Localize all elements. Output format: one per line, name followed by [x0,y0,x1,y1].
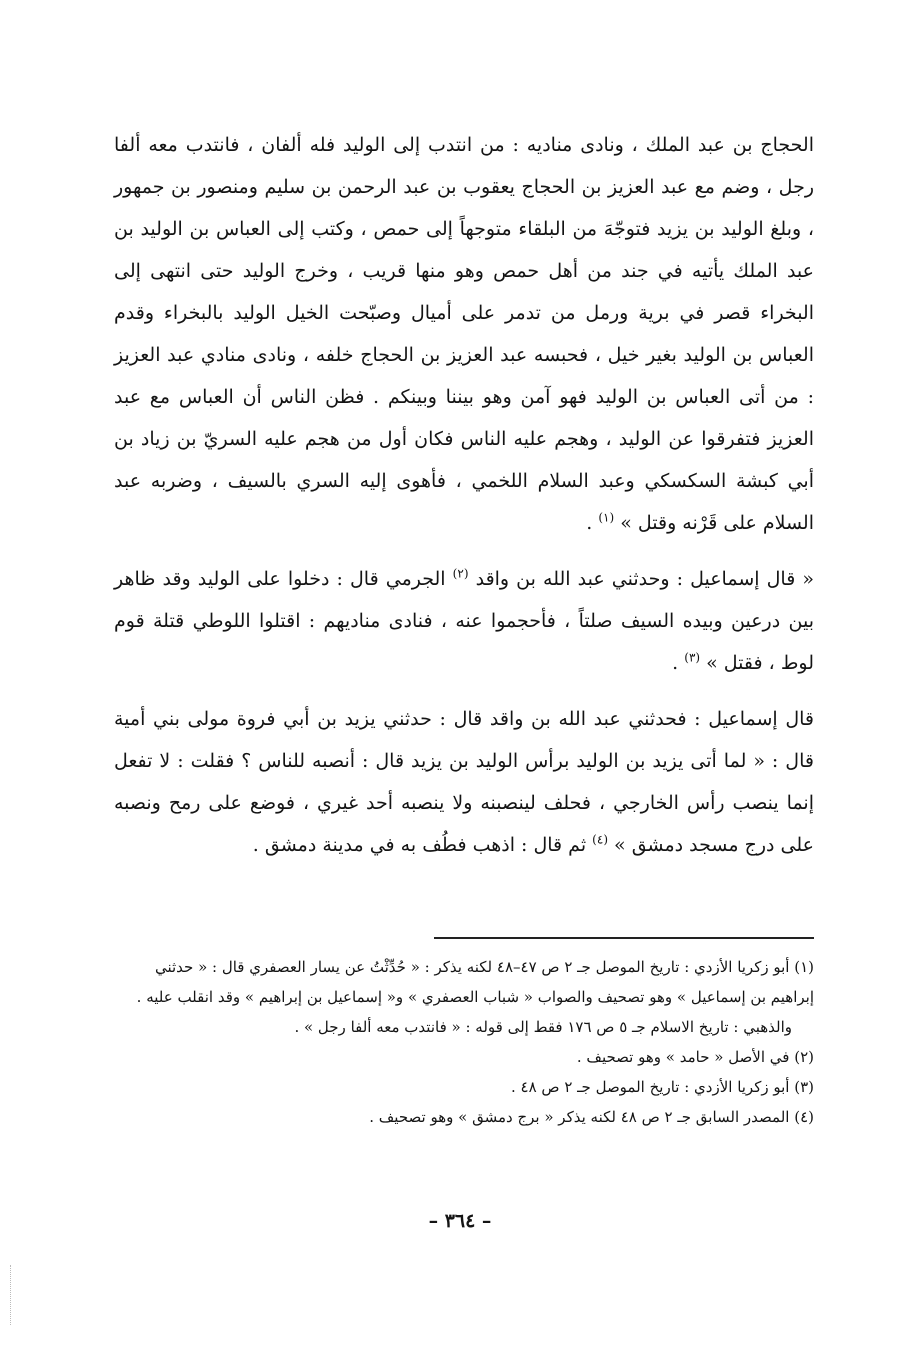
paragraph-text: الحجاج بن عبد الملك ، ونادى مناديه : من انتدب إلى الوليد فله ألفان ، فانتدب معه ألفا رجل ، وضم مع عبد العزيز بن الحجاج يعقوب بن عبد الرحمن بن سليم ومنصور بن جمهور ، وبلغ الوليد بن يزيد فتوجّهَ من البلقاء متوجهاً إلى حمص ، وكتب إلى العباس بن الوليد بن عبد الملك يأتيه في جند من أهل حمص وهو منها قريب ، وخرج الوليد حتى انتهى إلى البخراء قصر في برية ورمل من تدمر على أميال وصبّحت الخيل الوليد بالبخراء وقدم العباس بن الوليد بغير خيل ، فحبسه عبد العزيز بن الحجاج خلفه ، ونادى منادي عبد العزيز : من أتى العباس بن الوليد فهو آمن وهو بيننا وبينكم . فظن الناس أن العباس مع عبد العزيز فتفرقوا عن الوليد ، وهجم عليه الناس فكان أول من هجم عليه السريّ بن زياد بن أبي كبشة السكسكي وعبد السلام اللخمي ، فأهوى إليه السري بالسيف ، وضربه عبد السلام على قَرْنه وقتل » [114,134,815,534]
footnote: (١) أبو زكريا الأزدي : تاريخ الموصل جـ ٢ ص ٤٧–٤٨ لكنه يذكر : « حُدِّثْتُ عن يسار العصفري قال : « حدثني إبراهيم بن إسماعيل » وهو تصحيف والصواب « شباب العصفري » و« إسماعيل بن إبراهيم » وقد انقلب عليه . [136,958,814,1006]
footnote: (٤) المصدر السابق جـ ٢ ص ٤٨ لكنه يذكر « برج دمشق » وهو تصحيف . [369,1108,814,1126]
paragraph-end: . [672,652,679,674]
footnote: (٢) في الأصل « حامد » وهو تصحيف . [576,1048,814,1066]
paragraph-text: قال إسماعيل : فحدثني عبد الله بن واقد قال : حدثني يزيد بن أبي فروة مولى بني أمية قال : « لما أتى يزيد بن الوليد برأس الوليد بن يزيد قال : أنصبه للناس ؟ فقلت : لا تفعل إنما ينصب رأس الخارجي ، فحلف لينصبنه ولا ينصبه أحد غيري ، فوضع على رمح ونصبه على درج مسجد دمشق » [114,708,814,856]
page-number: – ٣٦٤ – [428,1210,492,1232]
paragraph-text: ثم قال : اذهب فطُف به في مدينة دمشق . [252,834,587,856]
footnote-ref: (٤) [592,832,608,847]
footnote-ref: (١) [598,510,615,525]
paragraph-end: . [586,512,593,534]
paragraph-text: « قال إسماعيل : وحدثني عبد الله بن واقد [475,568,814,590]
paragraph-text: الجرمي قال : دخلوا على الوليد وقد ظاهر بين درعين وبيده السيف صلتاً ، فأحجموا عنه ، فنادى مناديهم : اقتلوا اللوطي قتلة قوم لوط ، فقتل » [114,568,814,674]
paragraph [114,124,814,544]
footnote: (٣) أبو زكريا الأزدي : تاريخ الموصل جـ ٢ ص ٤٨ . [510,1078,814,1096]
paragraph [114,698,814,866]
main-text [114,124,814,866]
paragraph [114,558,814,684]
footnote: والذهبي : تاريخ الاسلام جـ ٥ ص ١٧٦ فقط إلى قوله : « فانتدب معه ألفا رجل » . [294,1018,792,1036]
footnote-divider [434,937,814,939]
scan-margin-mark [10,1265,13,1325]
footnotes [114,952,814,1132]
footnote-ref: (٢) [452,566,469,581]
footnote-ref: (٣) [684,650,701,665]
